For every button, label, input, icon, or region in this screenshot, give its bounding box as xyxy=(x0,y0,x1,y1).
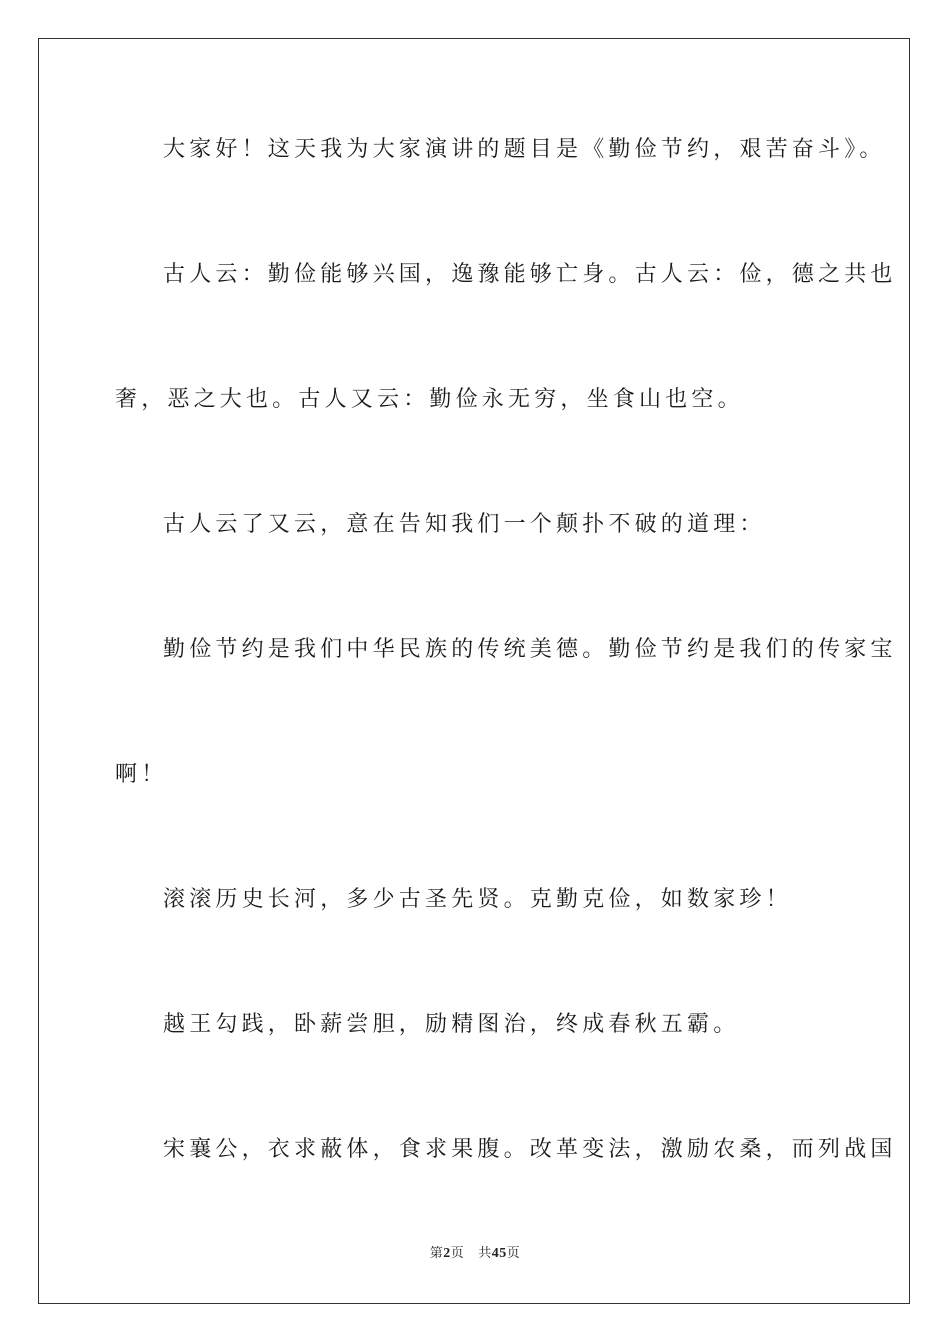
text-line: 大家好！这天我为大家演讲的题目是《勤俭节约，艰苦奋斗》。 xyxy=(163,137,886,162)
text-line: 越王勾践，卧薪尝胆，励精图治，终成春秋五霸。 xyxy=(163,1012,740,1037)
text-line: 奢，恶之大也。古人又云：勤俭永无穷，坐食山也空。 xyxy=(115,387,744,412)
page-frame xyxy=(38,38,910,1304)
page-suffix: 页 xyxy=(450,1245,465,1260)
page-number: 2 xyxy=(443,1246,451,1261)
total-prefix: 共 xyxy=(478,1245,492,1260)
text-line: 古人云了又云，意在告知我们一个颠扑不破的道理： xyxy=(163,512,766,537)
total-suffix: 页 xyxy=(506,1245,521,1260)
text-line: 古人云：勤俭能够兴国，逸豫能够亡身。古人云：俭，德之共也 xyxy=(163,262,897,287)
text-line: 滚滚历史长河，多少古圣先贤。克勤克俭，如数家珍！ xyxy=(163,887,792,912)
text-line: 勤俭节约是我们中华民族的传统美德。勤俭节约是我们的传家宝 xyxy=(163,637,897,662)
text-line: 宋襄公，衣求蔽体，食求果腹。改革变法，激励农桑，而列战国 xyxy=(163,1137,897,1162)
page-footer xyxy=(39,1242,911,1262)
page-prefix: 第 xyxy=(429,1245,444,1260)
total-pages: 45 xyxy=(491,1246,507,1261)
text-line: 啊！ xyxy=(115,762,168,787)
